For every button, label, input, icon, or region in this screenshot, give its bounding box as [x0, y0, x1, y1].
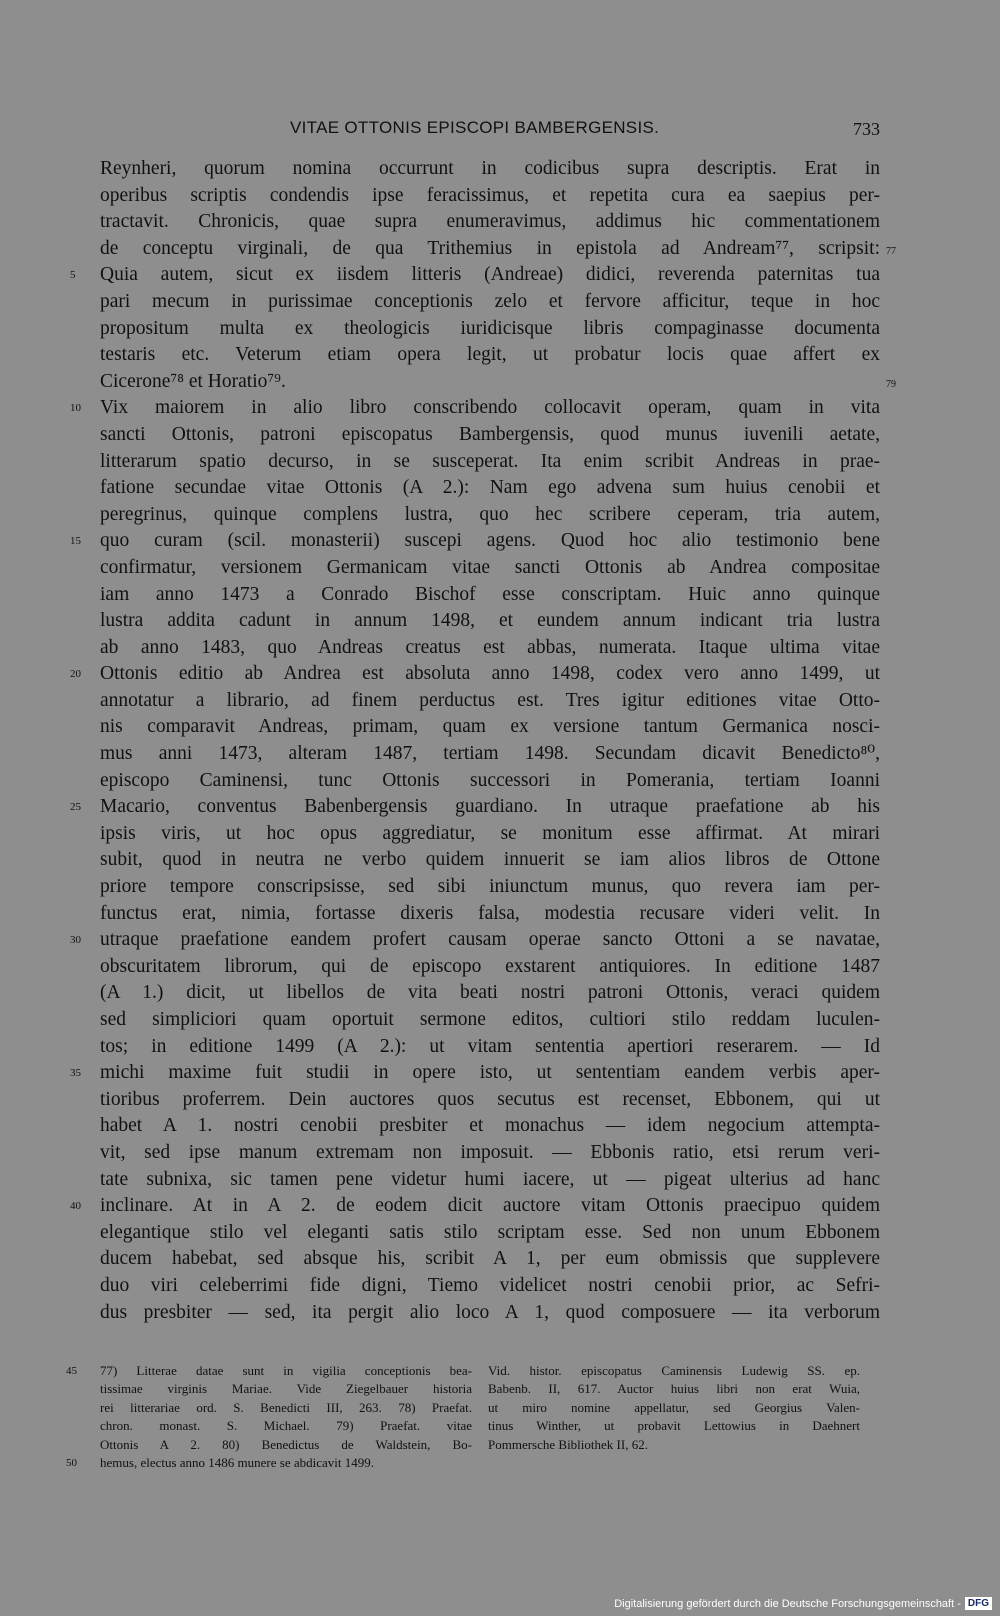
line-text: habet A 1. nostri cenobii presbiter et monachus — idem negocium attempta- [100, 1115, 880, 1137]
footnote-text: tinus Winther, ut probavit Lettowius in Daehnert [488, 1418, 860, 1434]
line-text: pari mecum in purissimae conceptionis zelo et fervore afficitur, teque in hoc [100, 290, 880, 312]
text-line [100, 156, 880, 183]
footnote-line [488, 1436, 860, 1454]
line-number: 5 [70, 269, 76, 282]
line-text: (A 1.) dicit, ut libellos de vita beati nostri patroni Ottonis, veraci quidem [100, 982, 880, 1004]
line-text: Cicerone⁷⁸ et Horatio⁷⁹. [100, 370, 286, 392]
text-line [100, 847, 880, 874]
line-text: peregrinus, quinque complens lustra, quo hec scribere ceperam, tria autem, [100, 503, 880, 525]
text-line [100, 688, 880, 715]
line-number: 40 [70, 1200, 81, 1213]
line-text: Ottonis editio ab Andrea est absoluta anno 1498, codex vero anno 1499, ut [100, 663, 880, 685]
text-line [100, 954, 880, 981]
line-text: ducem habebat, sed absque his, scribit A 1, per eum obmissis que supplevere [100, 1248, 880, 1270]
text-line [100, 1113, 880, 1140]
line-number: 30 [70, 934, 81, 947]
line-text: tractavit. Chronicis, quae supra enumeravimus, addimus hic commentationem [100, 211, 880, 233]
footnote-line [66, 1454, 472, 1472]
footnote-text: Ottonis A 2. 80) Benedictus de Waldstein, Bo- [100, 1436, 472, 1452]
footnote-text: hemus, electus anno 1486 munere se abdicavit 1499. [100, 1454, 375, 1470]
footnote-line [100, 1380, 472, 1398]
line-text: priore tempore conscripsisse, sed sibi iniunctum munus, quo revera iam per- [100, 876, 880, 898]
line-text: operibus scriptis condendis ipse feracissimus, et repetita cura ea saepius per- [100, 184, 880, 206]
line-text: utraque praefatione eandem profert causam operae sancto Ottoni a se navatae, [100, 929, 880, 951]
margin-note-ref: 77 [886, 245, 896, 257]
line-text: elegantique stilo vel eleganti satis stilo scriptam esse. Sed non unum Ebbonem [100, 1221, 880, 1243]
footnote-line [66, 1362, 472, 1380]
text-line [100, 980, 880, 1007]
text-line [100, 369, 896, 396]
footnotes-left-column [66, 1362, 472, 1472]
text-line [100, 1034, 880, 1061]
dfg-logo: DFG [965, 1597, 992, 1610]
text-line [70, 927, 880, 954]
footnote-text: 77) Litterae datae sunt in vigilia conceptionis bea- [100, 1363, 472, 1378]
footnote-text: Pommersche Bibliothek II, 62. [488, 1436, 648, 1452]
footnote-text: rei litterariae ord. S. Benedicti III, 263. 78) Praefat. [100, 1399, 472, 1415]
line-text: propositum multa ex theologicis iuridicisque libris compaginasse documenta [100, 317, 880, 339]
line-number: 20 [70, 668, 81, 681]
line-text: vit, sed ipse manum extremam non imposuit. — Ebbonis ratio, etsi rerum veri- [100, 1141, 880, 1163]
text-line [100, 1087, 880, 1114]
footnote-line [100, 1436, 472, 1454]
text-line [70, 395, 880, 422]
text-line [100, 1273, 880, 1300]
line-text: ipsis viris, ut hoc opus aggrediatur, se monitum esse affirmat. At mirari [100, 822, 880, 844]
credit-text: Digitalisierung gefördert durch die Deutsche Forschungsgemeinschaft - [614, 1597, 961, 1610]
text-line [100, 209, 880, 236]
footnote-text: ut miro nomine appellatur, sed Georgius Valen- [488, 1399, 860, 1415]
line-text: Vix maiorem in alio libro conscribendo collocavit operam, quam in vita [100, 397, 880, 419]
main-text [70, 156, 896, 1326]
text-line [100, 236, 896, 263]
footnote-line [488, 1417, 860, 1435]
line-text: nis comparavit Andreas, primam, quam ex versione tantum Germanica nosci- [100, 716, 880, 738]
line-number: 15 [70, 535, 81, 548]
line-text: tioribus proferrem. Dein auctores quos secutus est recenset, Ebbonem, qui ut [100, 1088, 880, 1110]
margin-note-ref: 79 [886, 378, 896, 390]
page-number: 733 [853, 119, 880, 139]
line-text: Reynheri, quorum nomina occurrunt in codicibus supra descriptis. Erat in [100, 158, 880, 179]
text-line [100, 1167, 880, 1194]
line-text: fatione secundae vitae Ottonis (A 2.): Nam ego advena sum huius cenobii et [100, 477, 880, 499]
line-text: inclinare. At in A 2. de eodem dicit auctore vitam Ottonis praecipuo quidem [100, 1195, 880, 1217]
line-number: 50 [66, 1456, 77, 1469]
line-number: 10 [70, 402, 81, 415]
footnote-line [488, 1362, 860, 1380]
text-line [100, 342, 880, 369]
line-text: quo curam (scil. monasterii) suscepi agens. Quod hoc alio testimonio bene [100, 530, 880, 552]
line-text: sed simpliciori quam oportuit sermone editos, cultiori stilo reddam luculen- [100, 1009, 880, 1030]
text-line [100, 582, 880, 609]
text-line [100, 1300, 880, 1327]
page-header [100, 116, 880, 146]
text-line [70, 528, 880, 555]
text-line [70, 1060, 880, 1087]
text-line [100, 555, 880, 582]
line-text: episcopo Caminensi, tunc Ottonis successori in Pomerania, tertiam Ioanni [100, 769, 880, 791]
digitization-credit [614, 1597, 992, 1610]
text-line [70, 794, 880, 821]
line-text: testaris etc. Veterum etiam opera legit, ut probatur locis quae affert ex [100, 344, 880, 366]
line-text: subit, quod in neutra ne verbo quidem innuerit se iam alios libros de Ottone [100, 849, 880, 871]
text-line [70, 1193, 880, 1220]
footnote-text: Vid. histor. episcopatus Caminensis Ludewig SS. ep. [488, 1363, 860, 1378]
text-line [100, 502, 880, 529]
line-text: mus anni 1473, alteram 1487, tertiam 1498. Secundam dicavit Benedicto⁸⁰, [100, 743, 880, 765]
line-text: tate subnixa, sic tamen pene videtur humi iacere, ut — pigeat ulterius ad hanc [100, 1168, 880, 1190]
text-line [100, 714, 880, 741]
text-line [100, 183, 880, 210]
text-line [100, 635, 880, 662]
line-text: annotatur a librario, ad finem perductus est. Tres igitur editiones vitae Otto- [100, 689, 880, 711]
text-line [70, 262, 880, 289]
footnote-text: chron. monast. S. Michael. 79) Praefat. vitae [100, 1418, 472, 1434]
footnote-line [488, 1380, 860, 1398]
line-text: de conceptu virginali, de qua Trithemius in epistola ad Andream⁷⁷, scripsit: [100, 237, 880, 259]
line-text: ab anno 1483, quo Andreas creatus est abbas, numerata. Itaque ultima vitae [100, 636, 880, 658]
text-line [100, 608, 880, 635]
text-line [100, 422, 880, 449]
line-text: michi maxime fuit studii in opere isto, ut sententiam eandem verbis aper- [100, 1062, 880, 1084]
text-line [100, 821, 880, 848]
line-text: confirmatur, versionem Germanicam vitae sancti Ottonis ab Andrea compositae [100, 556, 880, 578]
text-line [70, 661, 880, 688]
line-number: 35 [70, 1067, 81, 1080]
text-line [100, 768, 880, 795]
line-number: 45 [66, 1365, 77, 1377]
running-head: VITAE OTTONIS EPISCOPI BAMBERGENSIS. [290, 118, 660, 137]
line-text: obscuritatem librorum, qui de episcopo exstarent antiquiores. In editione 1487 [100, 955, 880, 977]
text-line [100, 1140, 880, 1167]
text-line [100, 449, 880, 476]
line-text: sancti Ottonis, patroni episcopatus Bambergensis, quod munus iuvenili aetate, [100, 423, 880, 445]
footnotes-right-column [488, 1362, 860, 1454]
text-line [100, 1220, 880, 1247]
footnote-text: Babenb. II, 617. Auctor huius libri non erat Wuia, [488, 1381, 860, 1397]
text-line [100, 475, 880, 502]
line-text: Quia autem, sicut ex iisdem litteris (Andreae) didici, reverenda paternitas tua [100, 264, 880, 286]
line-number: 25 [70, 801, 81, 814]
line-text: iam anno 1473 a Conrado Bischof esse conscriptam. Huic anno quinque [100, 583, 880, 605]
footnote-line [100, 1399, 472, 1417]
footnote-line [100, 1417, 472, 1435]
line-text: functus erat, nimia, fortasse dixeris falsa, modestia recusare videri velit. In [100, 902, 880, 924]
text-line [100, 901, 880, 928]
line-text: Macario, conventus Babenbergensis guardiano. In utraque praefatione ab his [100, 796, 880, 818]
text-line [100, 289, 880, 316]
line-text: tos; in editione 1499 (A 2.): ut vitam sententia apertiori reserarem. — Id [100, 1035, 880, 1057]
line-text: dus presbiter — sed, ita pergit alio loco A 1, quod composuere — ita verborum [100, 1301, 880, 1323]
text-line [100, 316, 880, 343]
text-line [100, 741, 880, 768]
line-text: duo viri celeberrimi fide digni, Tiemo videlicet nostri cenobii prior, ac Sefri- [100, 1274, 880, 1296]
line-text: litterarum spatio decurso, in se susceperat. Ita enim scribit Andreas in prae- [100, 450, 880, 472]
text-line [100, 874, 880, 901]
text-line [100, 1007, 880, 1034]
line-text: lustra addita cadunt in annum 1498, et eundem annum indicant tria lustra [100, 610, 880, 632]
text-line [100, 1246, 880, 1273]
footnote-text: tissimae virginis Mariae. Vide Ziegelbauer historia [100, 1381, 472, 1397]
footnote-line [488, 1399, 860, 1417]
